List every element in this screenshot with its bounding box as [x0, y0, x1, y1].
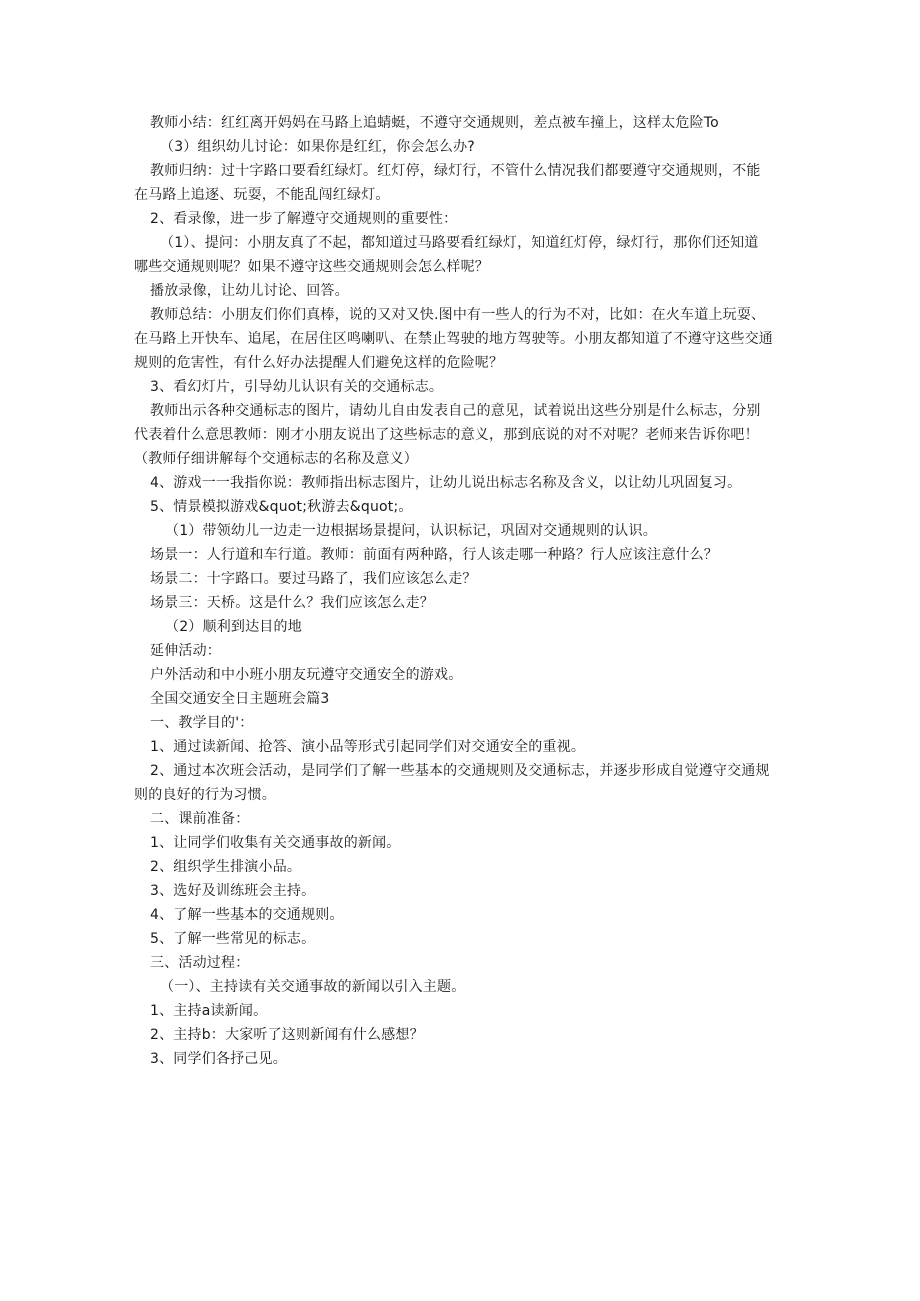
text-line: 4、了解一些基本的交通规则。	[150, 907, 344, 923]
text-line: 3、看幻灯片，引导幼儿认识有关的交通标志。	[150, 379, 444, 395]
text-line: 场景三：天桥。这是什么？我们应该怎么走？	[150, 595, 434, 611]
text-line: 则的良好的行为习惯。	[134, 787, 276, 803]
text-line: 1、通过读新闻、抢答、演小品等形式引起同学们对交通安全的重视。	[150, 739, 586, 755]
text-line: 2、组织学生排演小品。	[150, 859, 302, 875]
text-line: 在马路上开快车、追尾，在居住区鸣喇叭、在禁止驾驶的地方驾驶等。小朋友都知道了不遵守这些交通	[134, 331, 773, 347]
text-line: 3、同学们各抒己见。	[150, 1051, 287, 1067]
section-heading: 全国交通安全日主题班会篇3	[150, 691, 330, 707]
text-line: 4、游戏一一我指你说：教师指出标志图片，让幼儿说出标志名称及含义，以让幼儿巩固复习。	[150, 475, 742, 491]
text-line: （教师仔细讲解每个交通标志的名称及意义）	[134, 451, 418, 467]
text-line: 教师总结：小朋友们你们真棒，说的又对又快.图中有一些人的行为不对，比如：在火车道上玩耍、	[150, 307, 766, 323]
text-line: 规则的危害性，有什么好办法提醒人们避免这样的危险呢？	[134, 355, 504, 371]
text-line: 播放录像，让幼儿讨论、回答。	[150, 283, 349, 299]
text-line: 在马路上追逐、玩耍，不能乱闯红绿灯。	[134, 187, 390, 203]
text-line: 1、主持a读新闻。	[150, 1003, 268, 1019]
text-line: 代表着什么意思教师：刚才小朋友说出了这些标志的意义，那到底说的对不对呢？老师来告诉你吧！	[134, 427, 759, 443]
text-line: 场景一：人行道和车行道。教师：前面有两种路，行人该走哪一种路？行人应该注意什么？	[150, 547, 718, 563]
text-line: （3）组织幼儿讨论：如果你是红红，你会怎么办?	[160, 139, 475, 155]
text-line: （1）带领幼儿一边走一边根据场景提问，认识标记，巩固对交通规则的认识。	[165, 523, 657, 539]
text-line: 2、通过本次班会活动，是同学们了解一些基本的交通规则及交通标志，并逐步形成自觉遵守交通规	[150, 763, 770, 779]
text-line: 哪些交通规则呢？如果不遵守这些交通规则会怎么样呢？	[134, 259, 489, 275]
text-line: 3、选好及训练班会主持。	[150, 883, 316, 899]
text-line: 延伸活动：	[150, 643, 221, 659]
text-line: 2、看录像，进一步了解遵守交通规则的重要性：	[150, 211, 458, 227]
text-line: 户外活动和中小班小朋友玩遵守交通安全的游戏。	[150, 667, 463, 683]
text-line: （一）、主持读有关交通事故的新闻以引入主题。	[160, 979, 466, 995]
text-line: 教师归纳：过十字路口要看红绿灯。红灯停，绿灯行，不管什么情况我们都要遵守交通规则，不能	[150, 163, 761, 179]
text-line: 教师小结：红红离开妈妈在马路上追蜻蜓，不遵守交通规则，差点被车撞上，这样太危险To	[150, 115, 719, 131]
text-line: 教师出示各种交通标志的图片，请幼儿自由发表自己的意见，试着说出这些分别是什么标志，分别	[150, 403, 761, 419]
text-line: 1、让同学们收集有关交通事故的新闻。	[150, 835, 401, 851]
text-line: 三、活动过程：	[150, 955, 250, 971]
text-line: 场景二：十字路口。要过马路了，我们应该怎么走？	[150, 571, 477, 587]
text-line: 2、主持b：大家听了这则新闻有什么感想？	[150, 1027, 424, 1043]
text-line: 一、教学目的'：	[150, 715, 254, 731]
text-line: 5、了解一些常见的标志。	[150, 931, 316, 947]
text-line: 二、课前准备：	[150, 811, 250, 827]
text-line: （2）顺利到达目的地	[165, 619, 302, 635]
text-line: （1）、提问：小朋友真了不起，都知道过马路要看红绿灯，知道红灯停，绿灯行，那你们还知道	[160, 235, 759, 251]
text-line: 5、情景模拟游戏&quot;秋游去&quot;。	[150, 499, 413, 515]
